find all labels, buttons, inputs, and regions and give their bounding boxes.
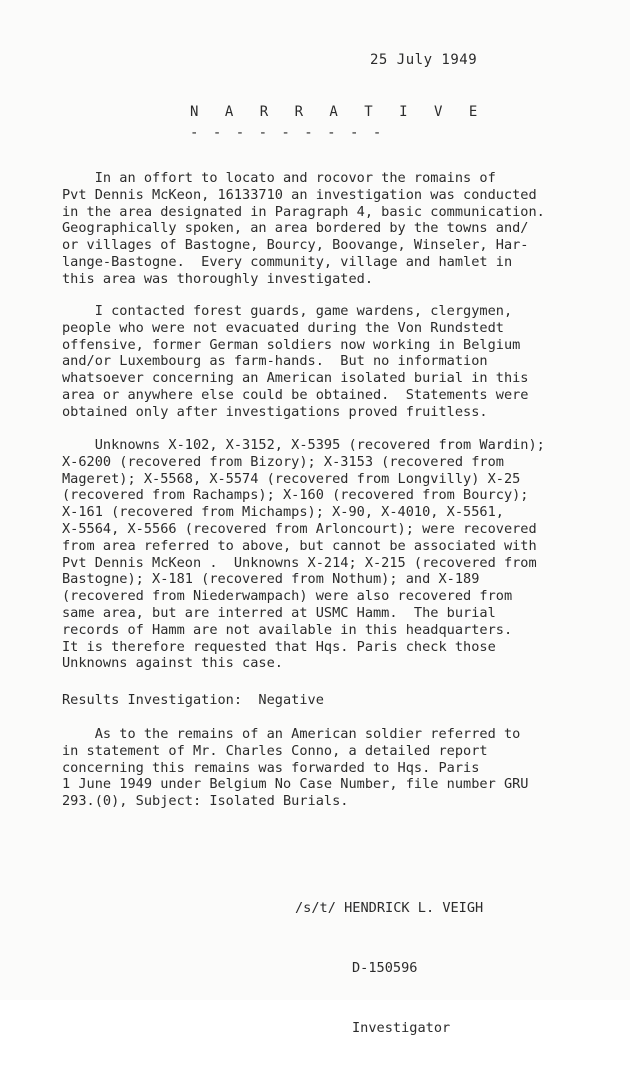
paragraph-remains-report: As to the remains of an American soldier referred to in statement of Mr. Charles Conno, a detailed report concerning this remains was forwarded to Hqs. Paris 1 June 1949 under Belgium No Case Number, file number GRU 293.(0), Subject: Isolated Burials. [62,726,529,810]
signature-serial: D-150596 [352,960,418,976]
document-date: 25 July 1949 [370,52,478,68]
signature-role: Investigator [352,1020,451,1036]
title-underline: - - - - - - - - - [190,125,385,141]
paragraph-search-area: In an offort to locato and rocovor the romains of Pvt Dennis McKeon, 16133710 an investigation was conducted in the area designated in Paragraph 4, basic communication. Geographically spoken, an area bordered by the towns and/ or villages of Bastogne, Bourcy, Boovange, Winseler, Har- lange-Bastogne. Every community, village and hamlet in this area was thoroughly investigated. [62,170,545,287]
paragraph-unknowns: Unknowns X-102, X-3152, X-5395 (recovered from Wardin); X-6200 (recovered from Bizory); X-3153 (recovered from Mageret); X-5568, X-5574 (recovered from Longvilly) X-25 (recovered from Rachamps); X-160 (recovered from Bourcy); X-161 (recovered from Michamps); X-90, X-4010, X-5561, X-5564, X-5566 (recovered from Arloncourt); were recovered from area referred to above, but cannot be associated with Pvt Dennis McKeon . Unknowns X-214; X-215 (recovered from Bastogne); X-181 (recovered from Nothum); and X-189 (recovered from Niederwampach) were also recovered from same area, but are interred at USMC Hamm. The burial records of Hamm are not available in this headquarters. It is therefore requested that Hqs. Paris check those Unknowns against this case. [62,437,545,672]
document-title: N A R R A T I V E [190,104,487,120]
signature-name: /s/t/ HENDRICK L. VEIGH [295,900,484,916]
results-line: Results Investigation: Negative [62,692,324,708]
signature-block [295,858,483,1078]
paragraph-contacts: I contacted forest guards, game wardens, clergymen, people who were not evacuated during the Von Rundstedt offensive, former German soldiers now working in Belgium and/or Luxembourg as farm-hands. But no information whatsoever concerning an American isolated burial in this area or anywhere else could be obtained. Statements were obtained only after investigations proved fruitless. [62,303,529,420]
